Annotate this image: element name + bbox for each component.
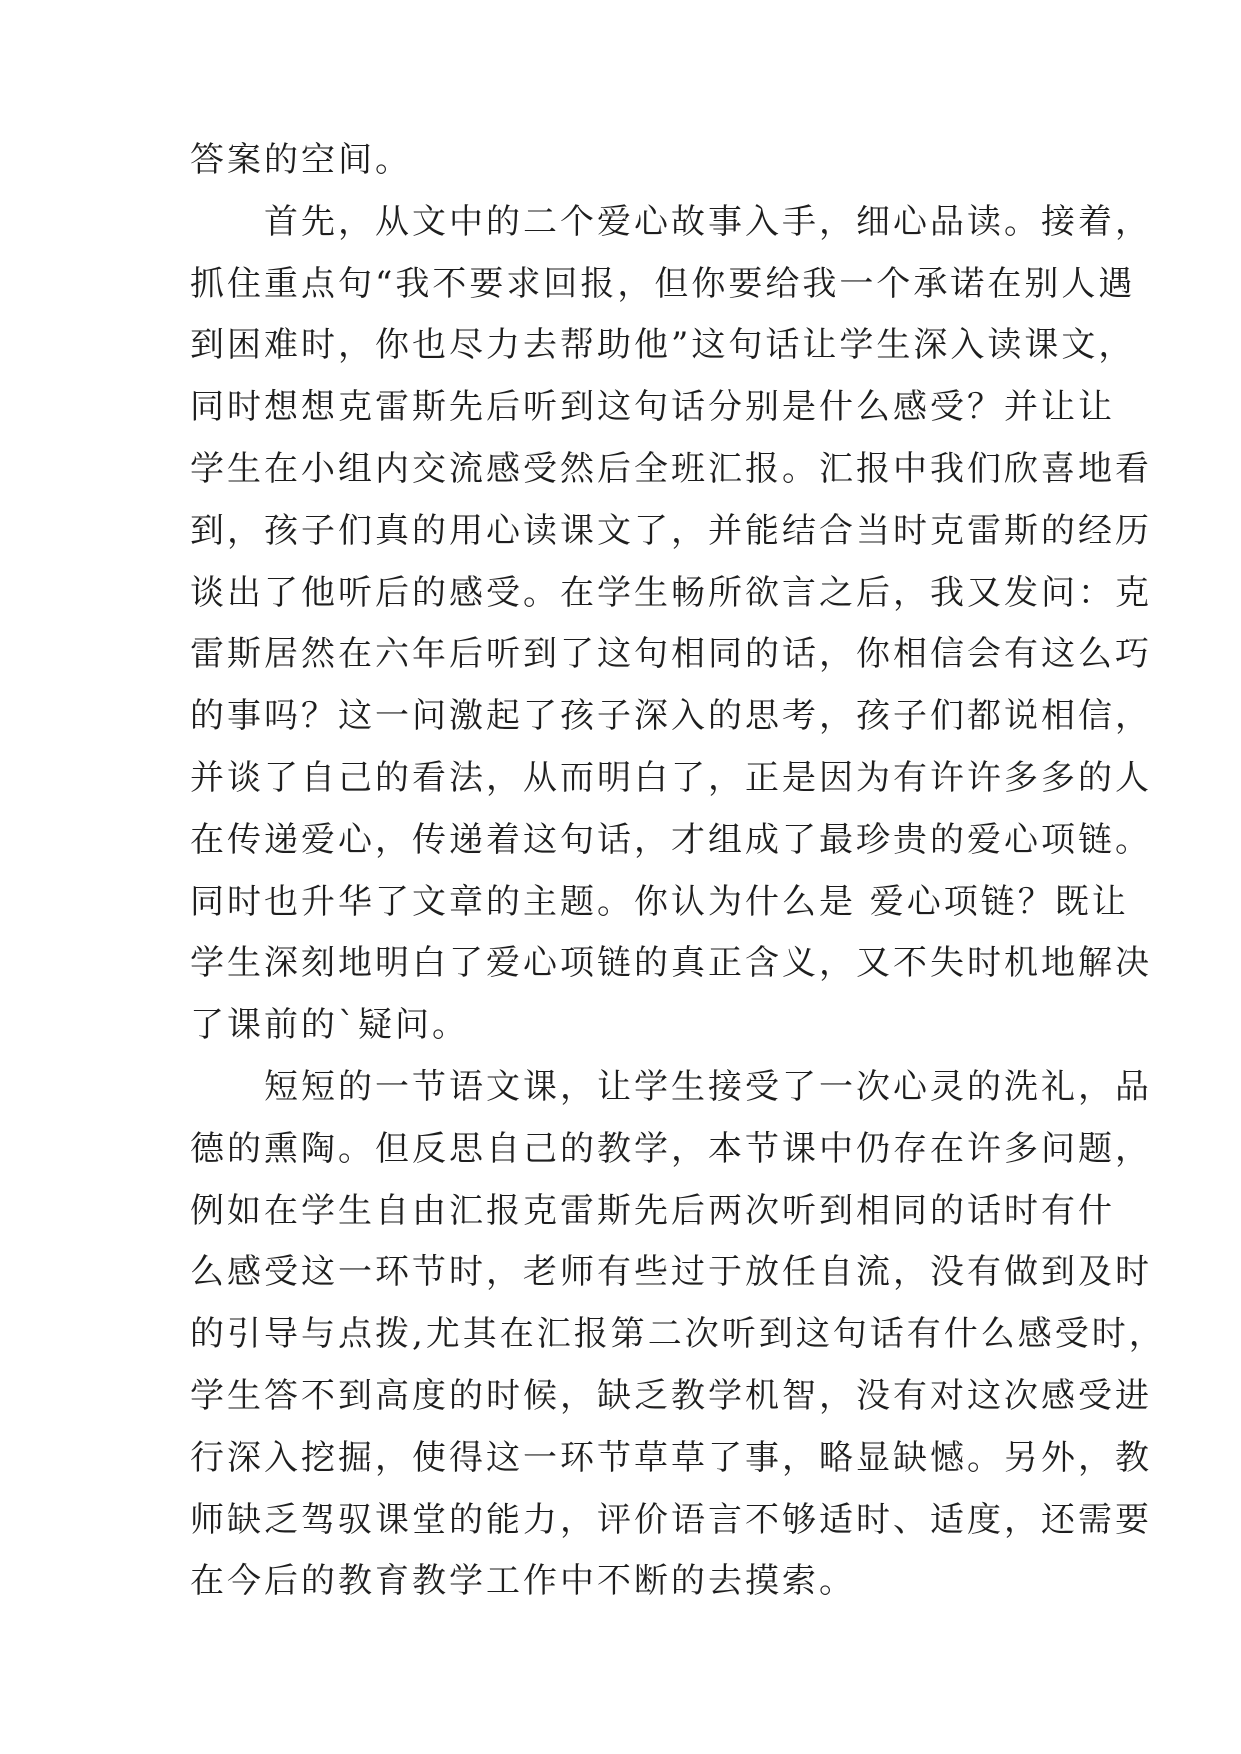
text-line: 么感受这一环节时，老师有些过于放任自流，没有做到及时 [190,1252,1152,1293]
text-line: 雷斯居然在六年后听到了这句相同的话，你相信会有这么巧 [190,634,1152,675]
text-line: 的引导与点拨,尤其在汇报第二次听到这句话有什么感受时， [190,1314,1166,1355]
text-line: 短短的一节语文课，让学生接受了一次心灵的洗礼，品 [190,1066,1152,1107]
document-body [190,130,1166,1613]
text-line: 在传递爱心，传递着这句话，才组成了最珍贵的爱心项链。 [190,819,1152,860]
text-line: 在今后的教育教学工作中不断的去摸索。 [190,1561,856,1602]
text-line: 师缺乏驾驭课堂的能力，评价语言不够适时、适度，还需要 [190,1499,1152,1540]
text-line: 例如在学生自由汇报克雷斯先后两次听到相同的话时有什 [190,1190,1115,1231]
text-line: 同时也升华了文章的主题。你认为什么是 爱心项链？既让 [190,881,1129,922]
text-line: 学生深刻地明白了爱心项链的真正含义，又不失时机地解决 [190,943,1152,984]
text-line: 到困难时，你也尽力去帮助他”这句话让学生深入读课文， [190,325,1136,366]
text-line: 答案的空间。 [190,140,412,180]
text-line: 并谈了自己的看法，从而明白了，正是因为有许许多多的人 [190,757,1152,798]
text-line: 同时想想克雷斯先后听到这句话分别是什么感受？并让让 [190,387,1115,428]
text-line: 学生答不到高度的时候，缺乏教学机智，没有对这次感受进 [190,1375,1152,1416]
text-line: 抓住重点句“我不要求回报，但你要给我一个承诺在别人遇 [190,263,1136,304]
text-line: 到，孩子们真的用心读课文了，并能结合当时克雷斯的经历 [190,510,1152,551]
text-line: 学生在小组内交流感受然后全班汇报。汇报中我们欣喜地看 [190,448,1152,489]
text-line: 行深入挖掘，使得这一环节草草了事，略显缺憾。另外，教 [190,1437,1152,1478]
text-line: 首先，从文中的二个爱心故事入手，细心品读。接着， [190,201,1152,242]
text-line: 了课前的`疑问。 [190,1005,469,1046]
text-line: 谈出了他听后的感受。在学生畅所欲言之后，我又发问：克 [190,572,1152,613]
text-line: 德的熏陶。但反思自己的教学，本节课中仍存在许多问题， [190,1128,1152,1169]
text-line: 的事吗？这一问激起了孩子深入的思考，孩子们都说相信， [190,696,1152,737]
